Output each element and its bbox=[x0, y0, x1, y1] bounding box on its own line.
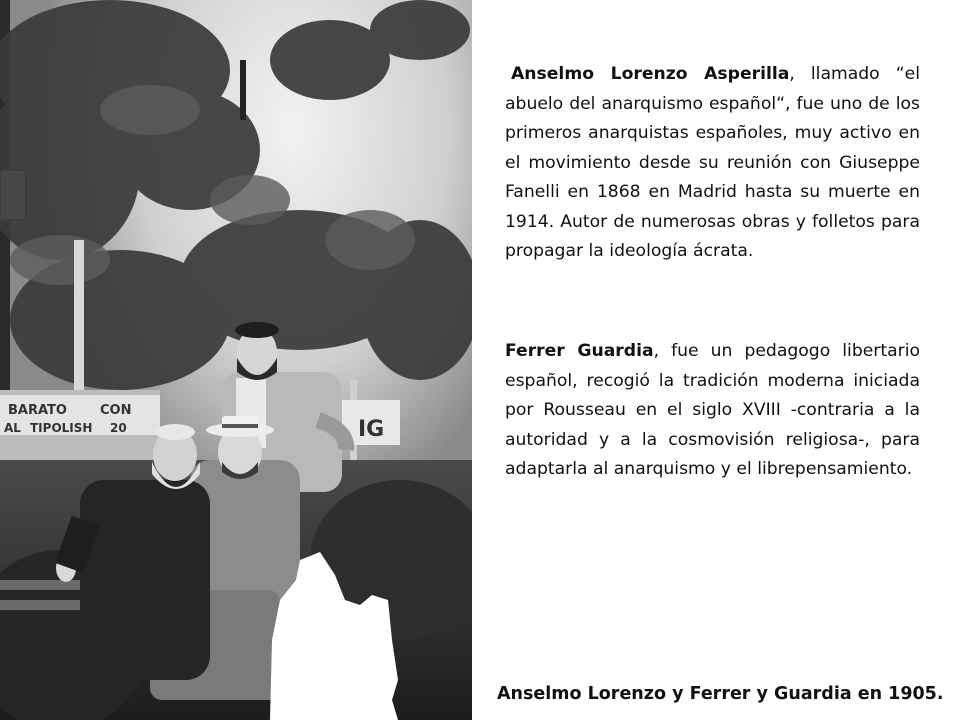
sign-text-barato: BARATO bbox=[8, 403, 67, 418]
historical-photo bbox=[0, 0, 472, 720]
paragraph-2-text: , fue un pedagogo libertario español, recogió la tradición moderna iniciada por Rousseau en el siglo XVIII -contraria a la autoridad y a la cosmovisión religiosa-, para adaptarla al anarquismo y el librepensamiento. bbox=[505, 341, 920, 479]
name-anselmo-lorenzo: Anselmo Lorenzo Asperilla bbox=[511, 64, 790, 84]
photo-caption: Anselmo Lorenzo y Ferrer y Guardia en 1905. bbox=[497, 684, 944, 704]
name-ferrer-guardia: Ferrer Guardia bbox=[505, 341, 654, 361]
sign-text-ig: IG bbox=[358, 417, 385, 442]
sign-text-con: CON bbox=[100, 403, 132, 418]
paragraph-ferrer-guardia bbox=[505, 337, 920, 485]
paragraph-1-text: , llamado “el abuelo del anarquismo español“, fue uno de los primeros anarquistas españoles, muy activo en el movimiento desde su reunión con Giuseppe Fanelli en 1868 en Madrid hasta su muerte en 1914. Autor de numerosas obras y folletos para propagar la ideología ácrata. bbox=[505, 64, 920, 261]
sign-text-tipolish: TIPOLISH bbox=[30, 421, 93, 435]
paragraph-anselmo-lorenzo bbox=[505, 60, 920, 267]
sign-text-al: AL bbox=[4, 421, 21, 435]
sign-text-20: 20 bbox=[110, 421, 127, 435]
